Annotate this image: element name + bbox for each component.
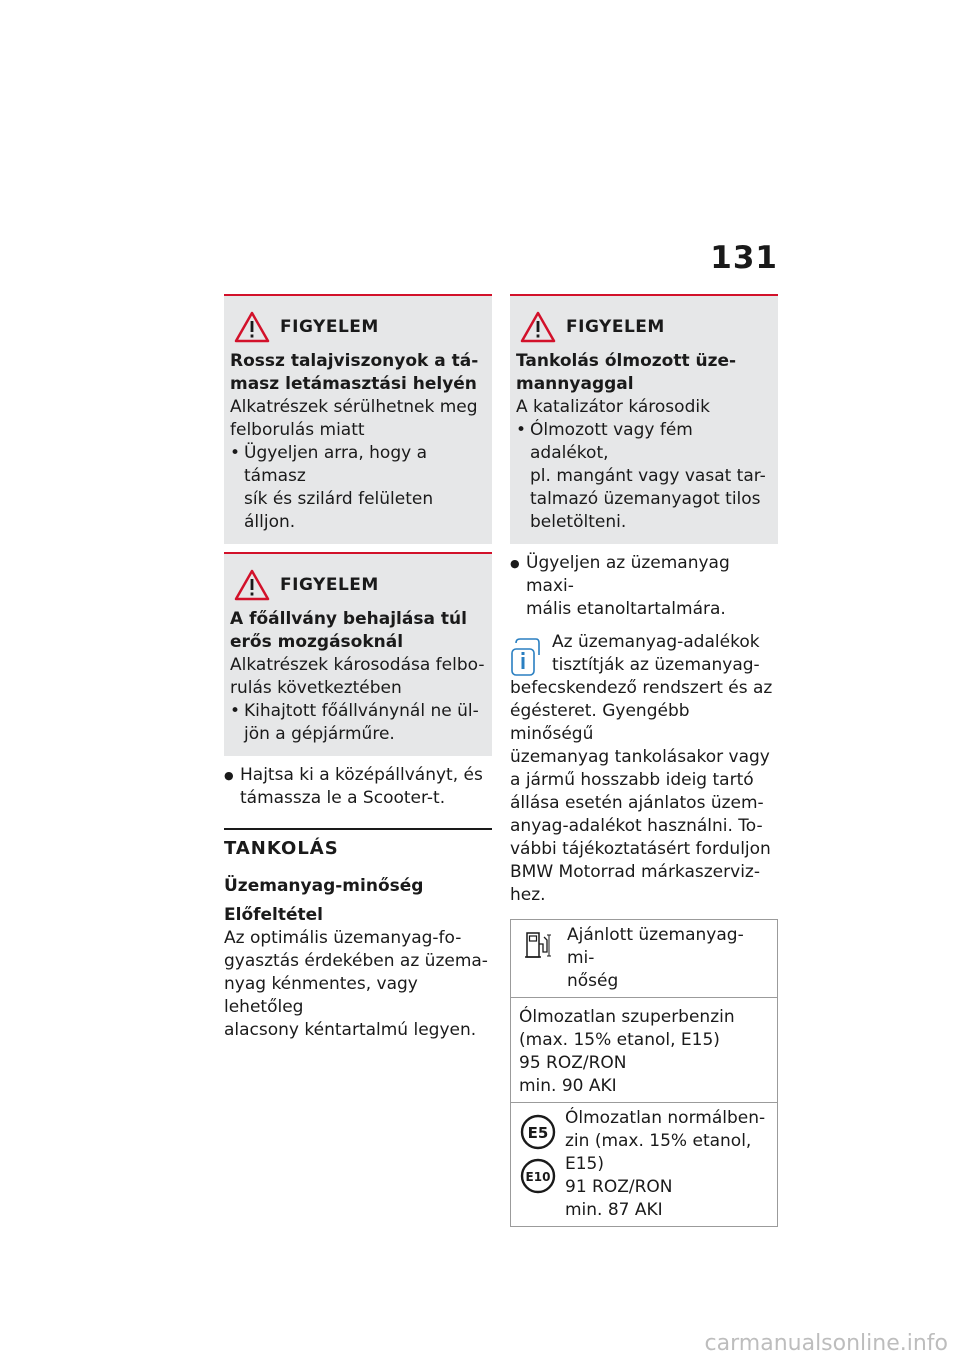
step-item	[510, 552, 778, 621]
table-cell-line: (max. 15% etanol, E15)	[519, 1030, 720, 1050]
step-line: mális etanoltartalmára.	[526, 599, 726, 619]
table-cell-line: E15)	[565, 1154, 605, 1174]
table-header-row	[511, 920, 777, 998]
bullet-line: talmazó üzemanyagot tilos	[530, 489, 761, 509]
table-row	[511, 1103, 777, 1226]
warning-text: rulás következtében	[230, 678, 402, 698]
warning-bullet	[230, 700, 486, 746]
warning-heading: mannyaggal	[516, 374, 634, 394]
table-cell-line: Ólmozatlan normálben-	[565, 1108, 766, 1128]
warning-bullet	[230, 442, 486, 534]
table-cell-line: zin (max. 15% etanol,	[565, 1131, 752, 1151]
warning-triangle-icon	[234, 311, 270, 343]
bullet-line: sík és szilárd felületen álljon.	[244, 489, 434, 532]
warning-text: Alkatrészek károsodása felbo-	[230, 655, 485, 675]
precondition-line: nyag kénmentes, vagy lehetőleg	[224, 974, 418, 1017]
warning-text: felborulás miatt	[230, 420, 365, 440]
ethanol-badges	[519, 1107, 559, 1222]
table-row	[511, 998, 777, 1103]
precondition-line: gyasztás érdekében az üzema-	[224, 951, 488, 971]
table-cell	[565, 1107, 765, 1222]
warning-header	[516, 310, 772, 344]
info-icon	[510, 637, 540, 677]
precondition-line: alacsony kéntartalmú legyen.	[224, 1020, 477, 1040]
section-divider	[224, 828, 492, 1042]
e5-badge-icon	[519, 1113, 557, 1151]
warning-header	[230, 310, 486, 344]
warning-box-stand	[224, 552, 492, 756]
warning-triangle-icon	[234, 569, 270, 601]
subsection-title: Üzemanyag-minőség	[224, 876, 424, 896]
info-line: tisztítják az üzemanyag-	[552, 655, 760, 675]
info-line: égésteret. Gyengébb minőségű	[510, 701, 690, 744]
right-column	[510, 294, 778, 1227]
info-line: BMW Motorrad márkaszerviz-	[510, 862, 760, 882]
svg-text:E10: E10	[525, 1170, 551, 1184]
info-line: vábbi tájékoztatásért forduljon	[510, 839, 771, 859]
bullet-line: jön a gépjárműre.	[244, 724, 395, 744]
warning-title: FIGYELEM	[280, 317, 379, 337]
table-cell-line: 91 ROZ/RON	[565, 1177, 673, 1197]
bullet-line: pl. mangánt vagy vasat tar-	[530, 466, 766, 486]
step-item	[224, 764, 492, 810]
info-note	[510, 631, 778, 907]
warning-bullet	[516, 419, 772, 534]
section-title: TANKOLÁS	[224, 838, 339, 859]
info-line: befecskendező rendszert és az	[510, 678, 773, 698]
table-cell-line: min. 87 AKI	[565, 1200, 663, 1220]
table-header-line: nőség	[567, 971, 619, 991]
warning-header	[230, 568, 486, 602]
bullet-line: • Ügyeljen arra, hogy a támasz	[244, 443, 428, 486]
warning-triangle-icon	[520, 311, 556, 343]
info-line: Az üzemanyag-adalékok	[552, 632, 760, 652]
page-number: 131	[710, 240, 778, 276]
step-line: ● Ügyeljen az üzemanyag maxi-	[526, 553, 730, 596]
step-line: támassza le a Scooter-t.	[240, 788, 446, 808]
fuel-quality-table	[510, 919, 778, 1227]
info-line: üzemanyag tankolásakor vagy	[510, 747, 770, 767]
precondition-line: Az optimális üzemanyag-fo-	[224, 928, 462, 948]
e10-badge-icon	[519, 1157, 557, 1195]
warning-heading: Tankolás ólmozott üze-	[516, 351, 737, 371]
bullet-line: • Ólmozott vagy fém adalékot,	[530, 420, 693, 463]
warning-heading: A főállvány behajlása túl	[230, 609, 467, 629]
fuel-pump-icon	[523, 930, 553, 960]
svg-text:E5: E5	[527, 1124, 549, 1142]
precondition-title: Előfeltétel	[224, 905, 324, 925]
bullet-line: beletölteni.	[530, 512, 627, 532]
table-cell-line: 95 ROZ/RON	[519, 1053, 627, 1073]
info-line: hez.	[510, 885, 546, 905]
warning-heading: masz letámasztási helyén	[230, 374, 477, 394]
warning-heading: Rossz talajviszonyok a tá-	[230, 351, 479, 371]
info-line: állása esetén ajánlatos üzem-	[510, 793, 764, 813]
footer-watermark: carmanualsonline.info	[704, 1331, 948, 1356]
left-column	[224, 294, 492, 1042]
warning-text: Alkatrészek sérülhetnek meg	[230, 397, 478, 417]
warning-box-leaded-fuel	[510, 294, 778, 544]
warning-heading: erős mozgásoknál	[230, 632, 404, 652]
warning-box-ground	[224, 294, 492, 544]
warning-text: A katalizátor károsodik	[516, 397, 710, 417]
table-header-text	[567, 924, 769, 993]
table-cell-line: min. 90 AKI	[519, 1076, 617, 1096]
bullet-line: • Kihajtott főállványnál ne ül-	[244, 701, 479, 721]
table-header-line: Ajánlott üzemanyag-mi-	[567, 925, 744, 968]
info-line: a jármű hosszabb ideig tartó	[510, 770, 754, 790]
warning-title: FIGYELEM	[566, 317, 665, 337]
step-line: ● Hajtsa ki a középállványt, és	[240, 765, 483, 785]
info-line: anyag-adalékot használni. To-	[510, 816, 763, 836]
table-cell-line: Ólmozatlan szuperbenzin	[519, 1007, 735, 1027]
warning-title: FIGYELEM	[280, 575, 379, 595]
